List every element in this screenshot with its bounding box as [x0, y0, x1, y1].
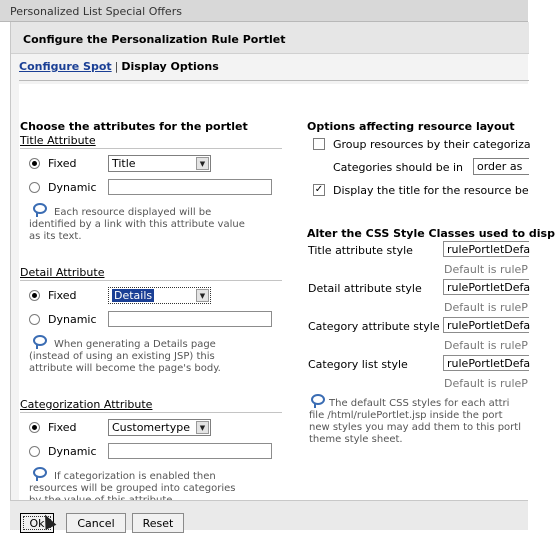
categorization-dynamic-input[interactable] [108, 443, 272, 459]
category-attribute-style-input[interactable]: rulePortletDefa [443, 317, 529, 333]
tab-divider [19, 80, 529, 81]
detail-help-line1: When generating a Details page [54, 339, 216, 350]
title-style-input[interactable]: rulePortletDefa [443, 241, 529, 257]
categorization-help-line1: If categorization is enabled then [54, 471, 216, 482]
button-bar [10, 500, 528, 530]
categorization-fixed-label: Fixed [48, 421, 77, 434]
category-attribute-style-label: Category attribute style [308, 320, 440, 333]
category-attribute-style-default: Default is ruleP [444, 339, 528, 352]
window-title: Personalized List Special Offers [0, 0, 528, 22]
css-help-line2: file /html/rulePortlet.jsp inside the port [309, 410, 503, 421]
title-style-label: Title attribute style [308, 244, 413, 257]
tab-bar [19, 60, 529, 80]
config-dialog [10, 22, 555, 530]
title-style-default: Default is ruleP [444, 263, 528, 276]
group-resources-checkbox[interactable] [313, 138, 325, 150]
chevron-down-icon: ▼ [196, 289, 209, 302]
title-help-line1: Each resource displayed will be [54, 207, 212, 218]
help-icon [33, 467, 47, 478]
detail-attribute-label: Detail Attribute [20, 266, 105, 279]
display-options-panel [19, 84, 555, 512]
help-icon [33, 335, 47, 346]
category-list-style-default: Default is ruleP [444, 377, 528, 390]
categories-order-label: Categories should be in [333, 161, 464, 174]
detail-dynamic-label: Dynamic [48, 313, 97, 326]
category-list-style-input[interactable]: rulePortletDefa [443, 355, 529, 371]
detail-help-line2: (instead of using an existing JSP) this [29, 351, 215, 362]
detail-attribute-divider [20, 280, 282, 281]
detail-dynamic-input[interactable] [108, 311, 272, 327]
categories-order-value: order as [477, 160, 523, 173]
detail-attribute-select[interactable] [108, 287, 211, 304]
attributes-heading: Choose the attributes for the portlet [20, 120, 248, 133]
cancel-button[interactable]: Cancel [66, 513, 126, 533]
category-list-style-label: Category list style [308, 358, 408, 371]
detail-attribute-value: Details [114, 289, 153, 302]
categorization-help-line2: resources will be grouped into categories [29, 483, 236, 494]
display-title-label: Display the title for the resource be [333, 184, 529, 197]
dialog-title: Configure the Personalization Rule Portlet [11, 22, 529, 54]
css-help-line3: new styles you may add them to this portl [309, 422, 521, 433]
group-resources-label: Group resources by their categoriza [333, 138, 531, 151]
title-dynamic-input[interactable] [108, 179, 272, 195]
display-title-checkbox[interactable]: ✓ [314, 184, 324, 195]
categories-order-select[interactable] [473, 158, 529, 175]
title-fixed-radio[interactable] [29, 158, 40, 169]
tab-display-options[interactable]: Display Options [121, 60, 219, 73]
tab-separator: | [114, 60, 119, 73]
detail-dynamic-radio[interactable] [29, 314, 40, 325]
detail-help-line3: attribute will become the page's body. [29, 363, 221, 374]
help-icon [33, 203, 47, 214]
chevron-down-icon: ▼ [196, 157, 209, 170]
css-help-line1: The default CSS styles for each attri [329, 398, 510, 409]
title-dynamic-label: Dynamic [48, 181, 97, 194]
categorization-dynamic-label: Dynamic [48, 445, 97, 458]
title-fixed-label: Fixed [48, 157, 77, 170]
detail-style-input[interactable]: rulePortletDefa [443, 279, 529, 295]
layout-options-heading: Options affecting resource layout [307, 120, 515, 133]
categorization-attribute-label: Categorization Attribute [20, 398, 153, 411]
categorization-attribute-value: Customertype [112, 421, 191, 434]
chevron-down-icon: ▼ [196, 421, 209, 434]
detail-fixed-label: Fixed [48, 289, 77, 302]
css-help-line4: theme style sheet. [309, 434, 403, 445]
detail-style-default: Default is ruleP [444, 301, 528, 314]
title-attribute-value: Title [112, 157, 136, 170]
title-attribute-select[interactable] [108, 155, 211, 172]
title-dynamic-radio[interactable] [29, 182, 40, 193]
reset-button[interactable]: Reset [132, 513, 184, 533]
categorization-attribute-divider [20, 412, 282, 413]
title-help-line2: identified by a link with this attribute value [29, 219, 245, 230]
title-attribute-divider [20, 148, 282, 149]
title-help-line3: as its text. [29, 231, 82, 242]
detail-fixed-radio[interactable] [29, 290, 40, 301]
title-attribute-label: Title Attribute [20, 134, 96, 147]
ok-button[interactable]: Ok [20, 513, 54, 533]
detail-style-label: Detail attribute style [308, 282, 422, 295]
categorization-fixed-radio[interactable] [29, 422, 40, 433]
categorization-attribute-select[interactable] [108, 419, 211, 436]
categorization-dynamic-radio[interactable] [29, 446, 40, 457]
tab-configure-spot[interactable]: Configure Spot [19, 60, 112, 73]
help-icon [311, 394, 325, 405]
css-classes-heading: Alter the CSS Style Classes used to disp [307, 227, 555, 240]
